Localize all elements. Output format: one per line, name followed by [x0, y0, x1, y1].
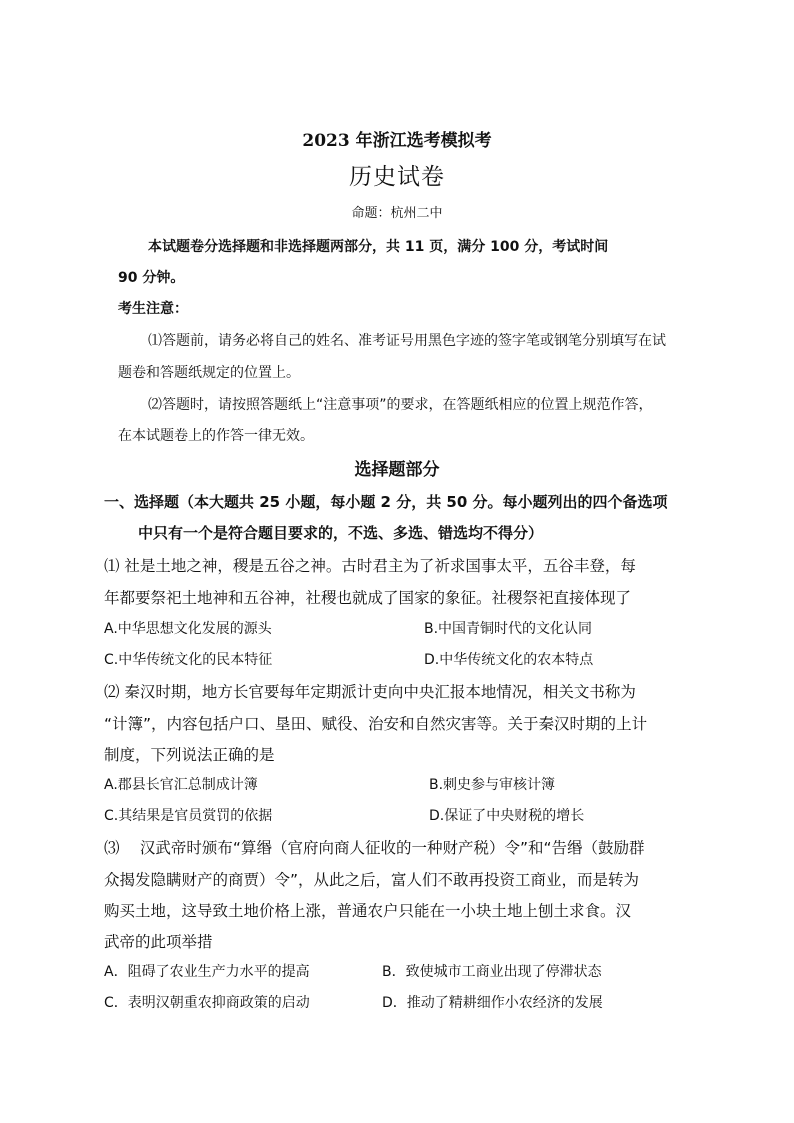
- question-2-option-d[interactable]: D.保证了中央财税的增长: [429, 808, 585, 824]
- question-3-option-b[interactable]: B．致使城市工商业出现了停滞状态: [382, 964, 602, 980]
- question-1-option-a[interactable]: A.中华思想文化发展的源头: [104, 621, 272, 637]
- question-2-line-1: ⑵ 秦汉时期，地方长官要每年定期派计吏向中央汇报本地情况，相关文书称为: [104, 683, 636, 701]
- intro-line-1: 本试题卷分选择题和非选择题两部分，共 11 页，满分 100 分，考试时间: [148, 239, 609, 255]
- notice-item-1-line-1: ⑴答题前，请务必将自己的姓名、准考证号用黑色字迹的签字笔或钢笔分别填写在试: [148, 333, 666, 349]
- question-1-option-c[interactable]: C.中华传统文化的民本特征: [104, 652, 273, 668]
- notice-item-2-line-1: ⑵答题时，请按照答题纸上“注意事项”的要求，在答题纸相应的位置上规范作答，: [148, 397, 653, 413]
- question-2-option-c[interactable]: C.其结果是官员赏罚的依据: [104, 808, 273, 824]
- section-title: 选择题部分: [354, 460, 440, 480]
- question-2-option-a[interactable]: A.郡县长官汇总制成计簿: [104, 777, 258, 793]
- exam-author: 命题：杭州二中: [351, 206, 443, 221]
- question-2-line-3: 制度，下列说法正确的是: [104, 746, 275, 764]
- exam-subtitle: 历史试卷: [349, 164, 445, 190]
- section-instructions-line-2: 中只有一个是符合题目要求的，不选、多选、错选均不得分）: [138, 524, 544, 542]
- notice-item-1-line-2: 题卷和答题纸规定的位置上。: [118, 365, 300, 381]
- intro-line-2: 90 分钟。: [118, 270, 185, 286]
- question-3-option-a[interactable]: A．阻碍了农业生产力水平的提高: [104, 964, 310, 980]
- question-1-option-d[interactable]: D.中华传统文化的农本特点: [424, 652, 594, 668]
- section-instructions-line-1: 一、选择题（本大题共 25 小题，每小题 2 分，共 50 分。每小题列出的四个备选项: [104, 493, 668, 511]
- question-3-option-c[interactable]: C．表明汉朝重农抑商政策的启动: [104, 995, 310, 1011]
- question-3-line-3: 购买土地，这导致土地价格上涨，普通农户只能在一小块土地上刨土求食。汉: [104, 902, 632, 920]
- question-3-option-d[interactable]: D．推动了精耕细作小农经济的发展: [382, 995, 603, 1011]
- notice-item-2-line-2: 在本试题卷上的作答一律无效。: [118, 428, 314, 444]
- exam-title: 2023 年浙江选考模拟考: [302, 131, 492, 151]
- question-1-line-1: ⑴ 社是土地之神，稷是五谷之神。古时君主为了祈求国事太平，五谷丰登，每: [104, 557, 636, 575]
- question-3-line-2: 众揭发隐瞒财产的商贾）令”，从此之后，富人们不敢再投资工商业，而是转为: [104, 871, 640, 889]
- question-3-line-1: ⑶ 汉武帝时颁布“算缗（官府向商人征收的一种财产税）令”和“告缗（鼓励群: [104, 839, 645, 857]
- question-2-line-2: “计簿”，内容包括户口、垦田、赋役、治安和自然灾害等。关于秦汉时期的上计: [104, 715, 648, 733]
- question-2-option-b[interactable]: B.刺史参与审核计簿: [429, 777, 556, 793]
- question-1-option-b[interactable]: B.中国青铜时代的文化认同: [424, 621, 593, 637]
- question-1-line-2: 年都要祭祀土地神和五谷神，社稷也就成了国家的象征。社稷祭祀直接体现了: [104, 589, 632, 607]
- notice-heading: 考生注意：: [118, 301, 188, 317]
- question-3-line-4: 武帝的此项举措: [104, 933, 213, 951]
